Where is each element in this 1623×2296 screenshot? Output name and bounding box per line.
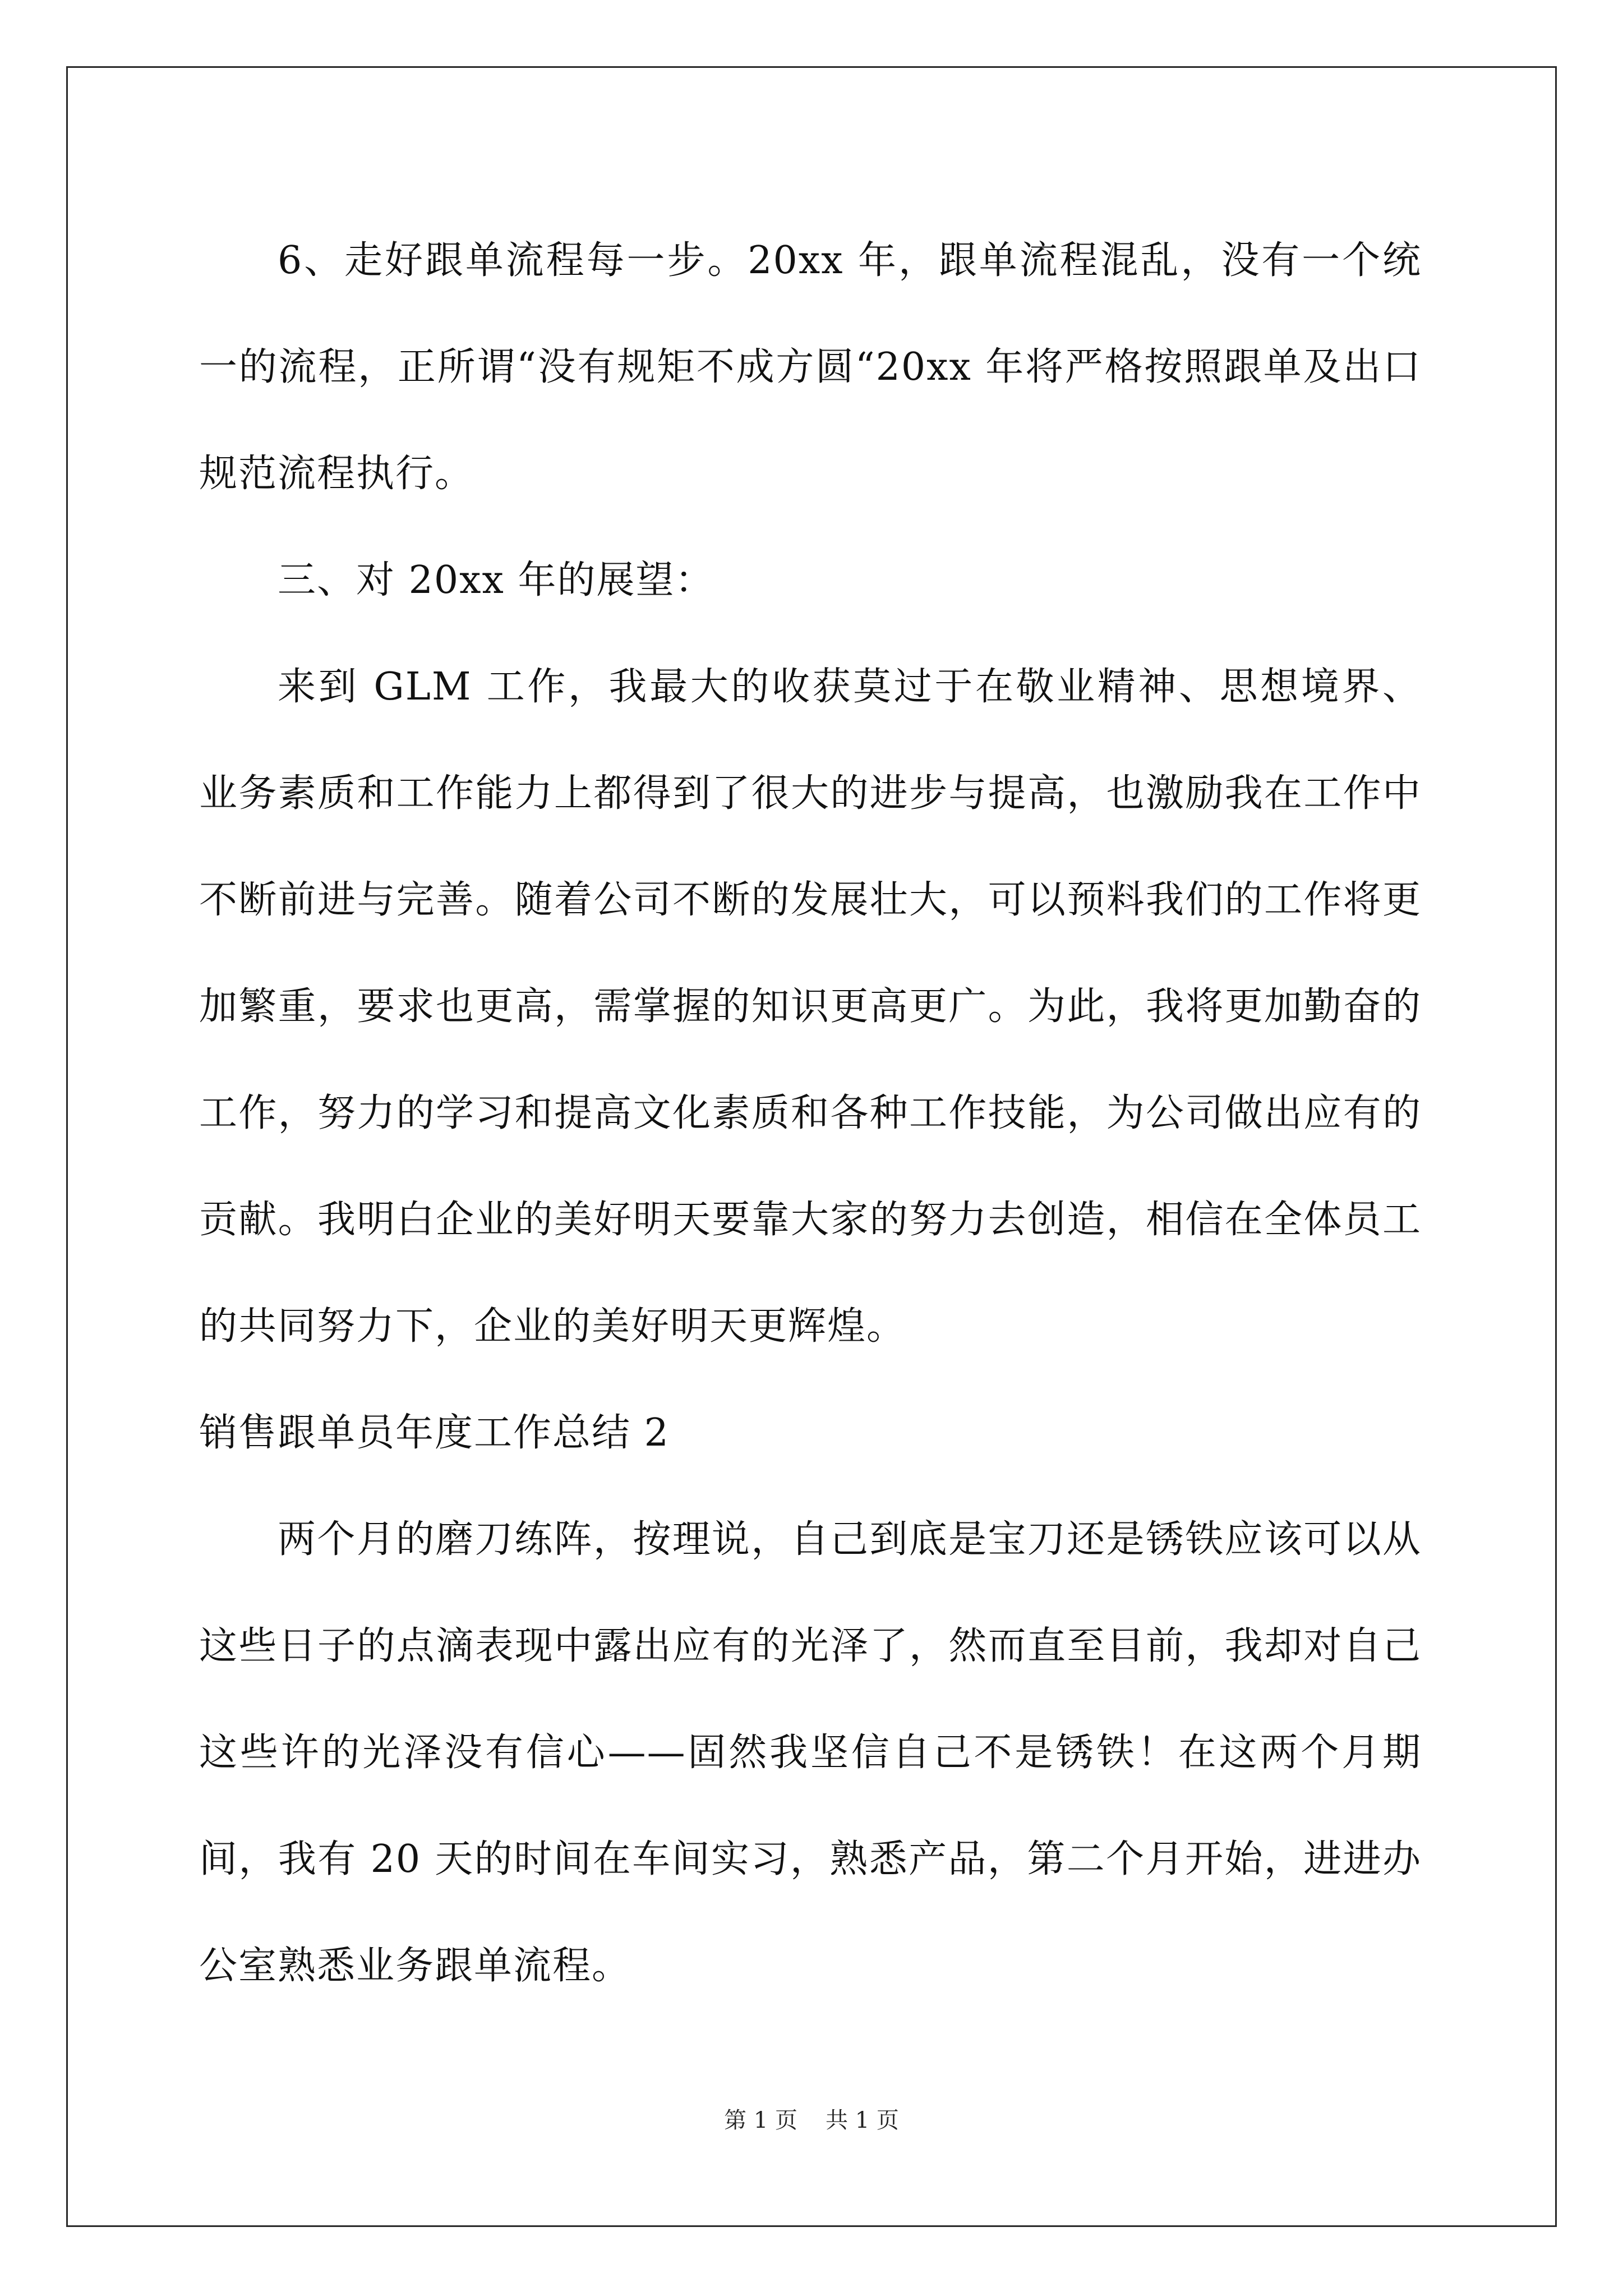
paragraph-summary-2: 两个月的磨刀练阵，按理说，自己到底是宝刀还是锈铁应该可以从这些日子的点滴表现中露出应有的光泽了，然而直至目前，我却对自己这些许的光泽没有信心——固然我坚信自己不是锈铁！在这两个月期间，我有 20 天的时间在车间实习，熟悉产品，第二个月开始，进进办公室熟悉业务跟单流程。 <box>199 1517 1422 1988</box>
section-title: 销售跟单员年度工作总结 2 <box>199 1411 670 1455</box>
page-number: 第 1 页 <box>724 2108 797 2133</box>
paragraph-flow-step: 6、走好跟单流程每一步。20xx 年，跟单流程混乱，没有一个统一的流程，正所谓“没有规矩不成方圆“20xx 年将严格按照跟单及出口规范流程执行。 <box>199 238 1422 496</box>
paragraph-outlook-heading: 三、对 20xx 年的展望： <box>278 558 714 602</box>
page-total: 共 1 页 <box>826 2108 899 2133</box>
paragraph-outlook-body: 来到 GLM 工作，我最大的收获莫过于在敬业精神、思想境界、业务素质和工作能力上都得到了很大的进步与提高，也激励我在工作中不断前进与完善。随着公司不断的发展壮大，可以预料我们的工作将更加繁重，要求也更高，需掌握的知识更高更广。为此，我将更加勤奋的工作，努力的学习和提高文化素质和各种工作技能，为公司做出应有的贡献。我明白企业的美好明天要靠大家的努力去创造，相信在全体员工的共同努力下，企业的美好明天更辉煌。 <box>199 665 1422 1349</box>
document-body <box>199 208 1422 2019</box>
page-footer <box>0 2102 1623 2134</box>
